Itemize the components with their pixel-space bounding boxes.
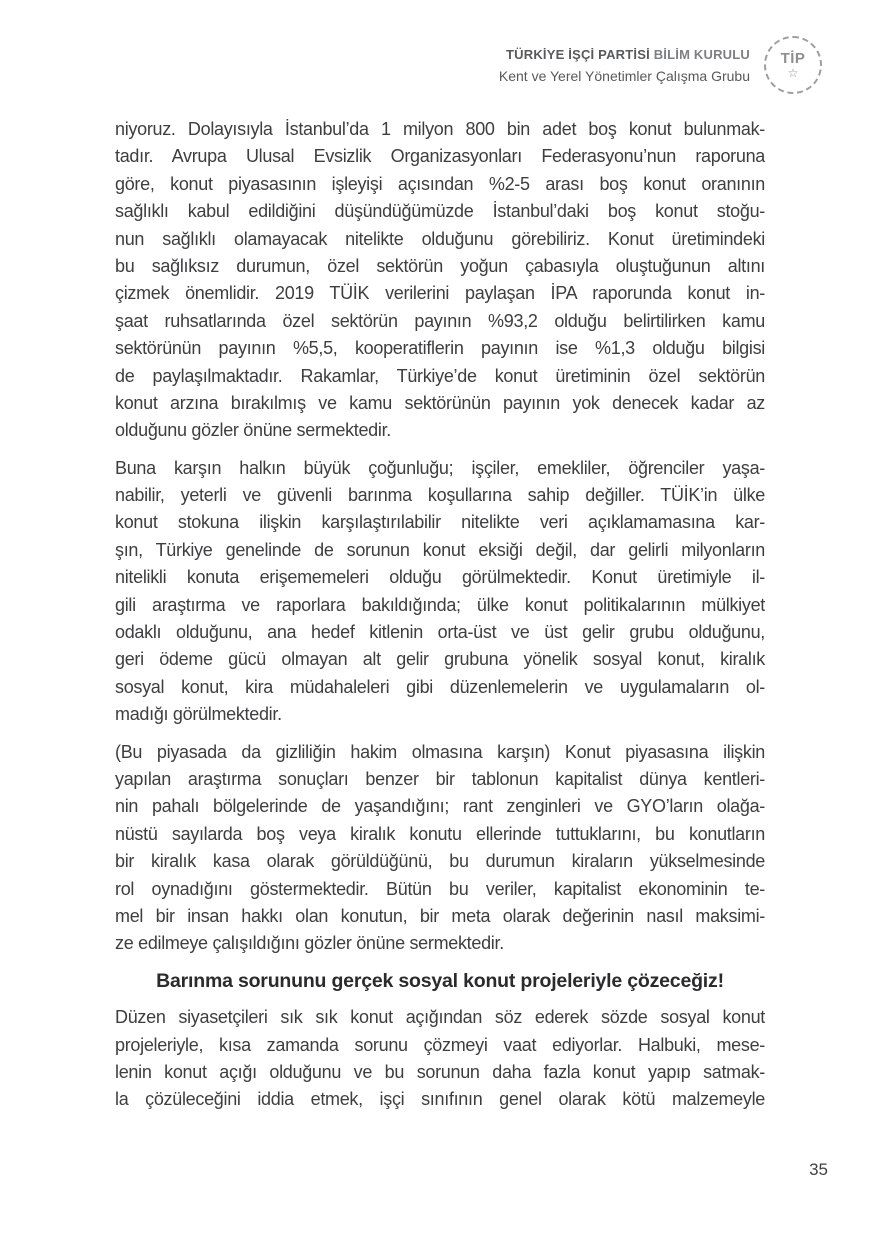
text-line: odaklı olduğunu, ana hedef kitlenin orta-üst ve üst gelir grubu olduğunu,	[115, 622, 765, 643]
text-line: göre, konut piyasasının işleyişi açısından %2-5 arası boş konut oranının	[115, 173, 765, 194]
text-line: madığı görülmektedir.	[115, 704, 282, 725]
header-text	[499, 47, 750, 84]
text-line: şaat ruhsatlarında özel sektörün payının %93,2 olduğu belirtilirken kamu	[115, 310, 765, 331]
text-line: yapılan araştırma sonuçları benzer bir tablonun kapitalist dünya kentleri-	[115, 768, 765, 789]
org-title-light: BİLİM KURULU	[649, 46, 750, 62]
star-icon: ☆	[787, 66, 799, 80]
paragraph	[115, 116, 765, 445]
paragraph	[115, 455, 765, 729]
org-title	[499, 47, 750, 62]
text-line: geri ödeme gücü olmayan alt gelir grubuna yönelik sosyal konut, kiralık	[115, 649, 765, 670]
document-body	[0, 116, 877, 1114]
section-heading: Barınma sorununu gerçek sosyal konut projeleriyle çözeceğiz!	[156, 969, 724, 992]
text-line: de paylaşılmaktadır. Rakamlar, Türkiye’de konut üretiminin özel sektörün	[115, 365, 765, 386]
text-line: Buna karşın halkın büyük çoğunluğu; işçiler, emekliler, öğrenciler yaşa-	[115, 457, 765, 478]
page-header	[0, 0, 877, 94]
org-title-bold: TÜRKİYE İŞÇİ PARTİSİ	[506, 46, 650, 62]
text-line: rol oynadığını göstermektedir. Bütün bu veriler, kapitalist ekonominin te-	[115, 878, 765, 899]
text-line: nitelikli konuta erişememeleri olduğu görülmektedir. Konut üretimiyle il-	[115, 567, 765, 588]
text-line: sosyal konut, kira müdahaleleri gibi düzenlemelerin ve uygulamaların ol-	[115, 676, 765, 697]
text-line: sektörünün payının %5,5, kooperatiflerin payının ise %1,3 olduğu bilgisi	[115, 338, 765, 359]
text-line: nun sağlıklı olamayacak nitelikte olduğunu görebiliriz. Konut üretimindeki	[115, 228, 765, 249]
paragraph	[115, 739, 765, 958]
text-line: çizmek önemlidir. 2019 TÜİK verilerini paylaşan İPA raporunda konut in-	[115, 283, 765, 304]
text-line: (Bu piyasada da gizliliğin hakim olmasına karşın) Konut piyasasına ilişkin	[115, 741, 765, 762]
paragraph	[115, 1004, 765, 1114]
tip-party-logo	[764, 36, 822, 94]
page-number: 35	[809, 1160, 828, 1179]
text-line: ze edilmeye çalışıldığını gözler önüne sermektedir.	[115, 933, 504, 954]
text-line: olduğunu gözler önüne sermektedir.	[115, 420, 391, 441]
text-line: nüstü sayılarda boş veya kiralık konutu ellerinde tuttuklarını, bu konutların	[115, 823, 765, 844]
text-line: tadır. Avrupa Ulusal Evsizlik Organizasyonları Federasyonu’nun raporuna	[115, 146, 765, 167]
text-line: konut arzına bırakılmış ve kamu sektörünün payının yok denecek kadar az	[115, 392, 765, 413]
text-line: konut stokuna ilişkin karşılaştırılabilir nitelikte veri açıklamamasına kar-	[115, 512, 765, 533]
text-line: bir kiralık kasa olarak görüldüğünü, bu durumun kiraların yükselmesinde	[115, 851, 765, 872]
text-line: projeleriyle, kısa zamanda sorunu çözmeyi vaat ediyorlar. Halbuki, mese-	[115, 1034, 765, 1055]
text-line: sağlıklı kabul edildiğini düşündüğümüzde İstanbul’daki boş konut stoğu-	[115, 201, 765, 222]
text-line: la çözüleceğini iddia etmek, işçi sınıfının genel olarak kötü malzemeyle	[115, 1089, 765, 1110]
text-line: şın, Türkiye genelinde de sorunun konut eksiği değil, dar gelirli milyonların	[115, 539, 765, 560]
text-line: bu sağlıksız durumun, özel sektörün yoğun çabasıyla oluştuğunun altını	[115, 255, 765, 276]
text-line: mel bir insan hakkı olan konutun, bir meta olarak değerinin nasıl maksimi-	[115, 905, 765, 926]
text-line: niyoruz. Dolayısıyla İstanbul’da 1 milyon 800 bin adet boş konut bulunmak-	[115, 119, 765, 139]
text-line: lenin konut açığı olduğunu ve bu sorunun daha fazla konut yapıp satmak-	[115, 1061, 765, 1082]
org-subtitle: Kent ve Yerel Yönetimler Çalışma Grubu	[498, 67, 750, 84]
text-line: gili araştırma ve raporlara bakıldığında; ülke konut politikalarının mülkiyet	[115, 594, 765, 615]
tip-logo-text: TİP	[780, 50, 806, 67]
text-line: Düzen siyasetçileri sık sık konut açığından söz ederek sözde sosyal konut	[115, 1007, 765, 1028]
text-line: nin pahalı bölgelerinde de yaşandığını; rant zenginleri ve GYO’ların olağa-	[115, 796, 765, 817]
text-line: nabilir, yeterli ve güvenli barınma koşullarına sahip değiller. TÜİK’in ülke	[115, 485, 765, 506]
